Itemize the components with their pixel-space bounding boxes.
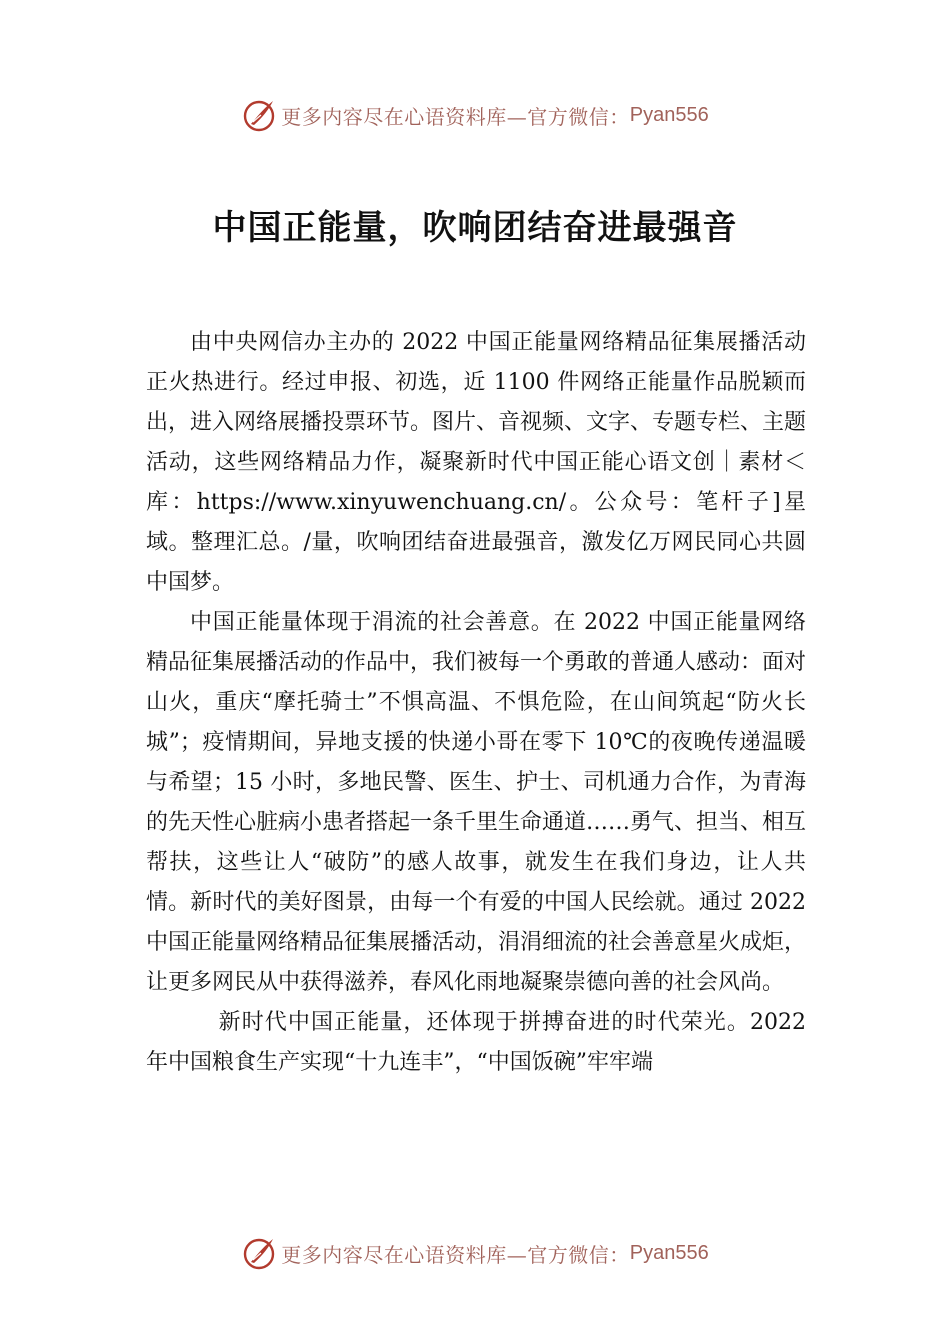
paragraph: 新时代中国正能量，还体现于拼搏奋进的时代荣光。2022 年中国粮食生产实现“十九连丰”，“中国饭碗”牢牢端 <box>146 1010 806 1075</box>
paragraph: 由中央网信办主办的 2022 中国正能量网络精品征集展播活动正火热进行。经过申报、初选，近 1100 件网络正能量作品脱颖而出，进入网络展播投票环节。图片、音视频、文字、专题专栏、主题活动，这些网络精品力作，凝聚新时代中国正能心语文创｜素材＜库：https://www.xinyuwenchuang.cn/。公众号：笔杆子]星域。整理汇总。/量，吹响团结奋进最强音，激发亿万网民同心共圆中国梦。 <box>146 330 807 595</box>
article-body <box>146 323 806 1083</box>
watermark-banner-bottom <box>0 1233 950 1273</box>
wechat-id: Pyan556 <box>629 103 709 126</box>
wechat-id: Pyan556 <box>629 1241 709 1264</box>
article-title: 中国正能量，吹响团结奋进最强音 <box>212 208 738 248</box>
watermark-text: 更多内容尽在心语资料库—官方微信： <box>281 1242 630 1267</box>
paragraph: 中国正能量体现于涓流的社会善意。在 2022 中国正能量网络精品征集展播活动的作品中，我们被每一个勇敢的普通人感动：面对山火，重庆“摩托骑士”不惧高温、不惧危险，在山间筑起“防火长城”；疫情期间，异地支援的快递小哥在零下 10℃的夜晚传递温暖与希望；15 小时，多地民警、医生、护士、司机通力合作，为青海的先天性心脏病小患者搭起一条千里生命通道……勇气、担当、相互帮扶，这些让人“破防”的感人故事，就发生在我们身边，让人共情。新时代的美好图景，由每一个有爱的中国人民绘就。通过 2022 中国正能量网络精品征集展播活动，涓涓细流的社会善意星火成炬，让更多网民从中获得滋养，春风化雨地凝聚崇德向善的社会风尚。 <box>146 610 807 995</box>
quill-pen-logo-icon <box>241 1235 277 1271</box>
watermark-banner-top <box>0 95 950 135</box>
watermark-text: 更多内容尽在心语资料库—官方微信： <box>281 104 630 129</box>
quill-pen-logo-icon <box>241 97 277 133</box>
